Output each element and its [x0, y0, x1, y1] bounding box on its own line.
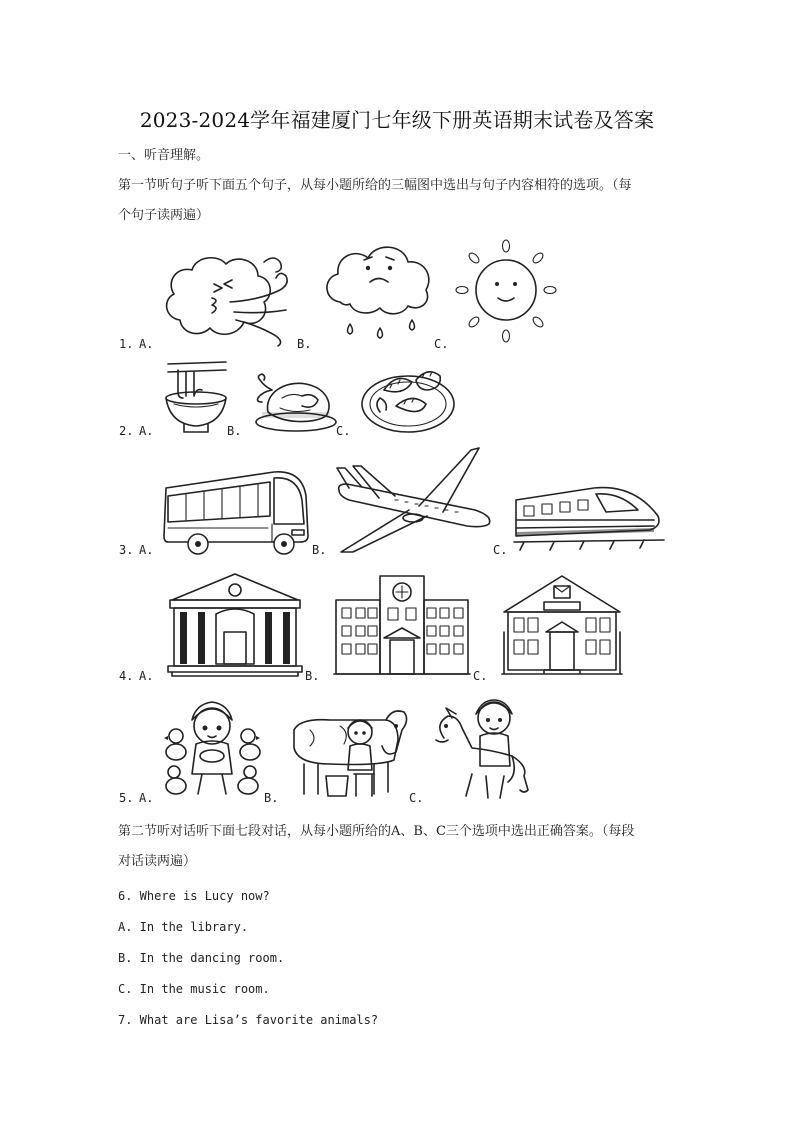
boy-milking-cow-icon — [290, 700, 410, 802]
question-number-1: 1. — [119, 337, 134, 351]
option-a-label: A. — [139, 791, 154, 805]
option-c-label: C. — [493, 543, 508, 557]
school-building-icon — [334, 574, 470, 678]
section1-instruction-line2: 个句子读两遍） — [118, 208, 210, 223]
section1-instruction-line1: 第一节听句子听下面五个句子，从每小题所给的三幅图中选出与句子内容相符的选项。（每 — [118, 178, 632, 193]
option-b-label: B. — [297, 337, 312, 351]
question-number-3: 3. — [119, 543, 134, 557]
question-6-option-a: A. In the library. — [118, 920, 249, 934]
question-6-option-b: B. In the dancing room. — [118, 951, 285, 965]
option-c-label: C. — [336, 424, 351, 438]
wind-icon — [160, 250, 300, 342]
option-a-label: A. — [139, 669, 154, 683]
option-b-label: B. — [264, 791, 279, 805]
rain-cloud-icon — [320, 240, 436, 342]
high-speed-train-icon — [514, 480, 664, 552]
question-number-4: 4. — [119, 669, 134, 683]
option-c-label: C. — [434, 337, 449, 351]
noodles-bowl-icon — [162, 358, 230, 436]
option-b-label: B. — [312, 543, 327, 557]
option-b-label: B. — [305, 669, 320, 683]
question-number-5: 5. — [119, 791, 134, 805]
question-7: 7. What are Lisa’s favorite animals? — [118, 1013, 379, 1027]
airplane-icon — [335, 446, 495, 556]
option-a-label: A. — [139, 424, 154, 438]
option-c-label: C. — [473, 669, 488, 683]
question-number-2: 2. — [119, 424, 134, 438]
question-6-option-c: C. In the music room. — [118, 982, 270, 996]
section2-instruction-line2: 对话读两遍） — [118, 854, 197, 869]
page-title: 2023-2024学年福建厦门七年级下册英语期末试卷及答案 — [139, 108, 655, 132]
option-b-label: B. — [227, 424, 242, 438]
bus-icon — [162, 466, 312, 554]
question-6: 6. Where is Lucy now? — [118, 889, 270, 903]
option-a-label: A. — [139, 543, 154, 557]
post-office-icon — [500, 572, 624, 678]
option-a-label: A. — [139, 337, 154, 351]
option-c-label: C. — [409, 791, 424, 805]
part-heading: 一、听音理解。 — [118, 148, 210, 163]
bank-building-icon — [168, 570, 302, 678]
roast-chicken-icon — [254, 368, 338, 434]
dumplings-plate-icon — [360, 360, 458, 434]
boy-feeding-chickens-icon — [162, 696, 264, 800]
section2-instruction-line1: 第二节听对话听下面七段对话，从每小题所给的A、B、C三个选项中选出正确答案。（每段 — [118, 824, 635, 839]
sun-icon — [456, 238, 556, 346]
boy-riding-horse-icon — [432, 696, 532, 802]
